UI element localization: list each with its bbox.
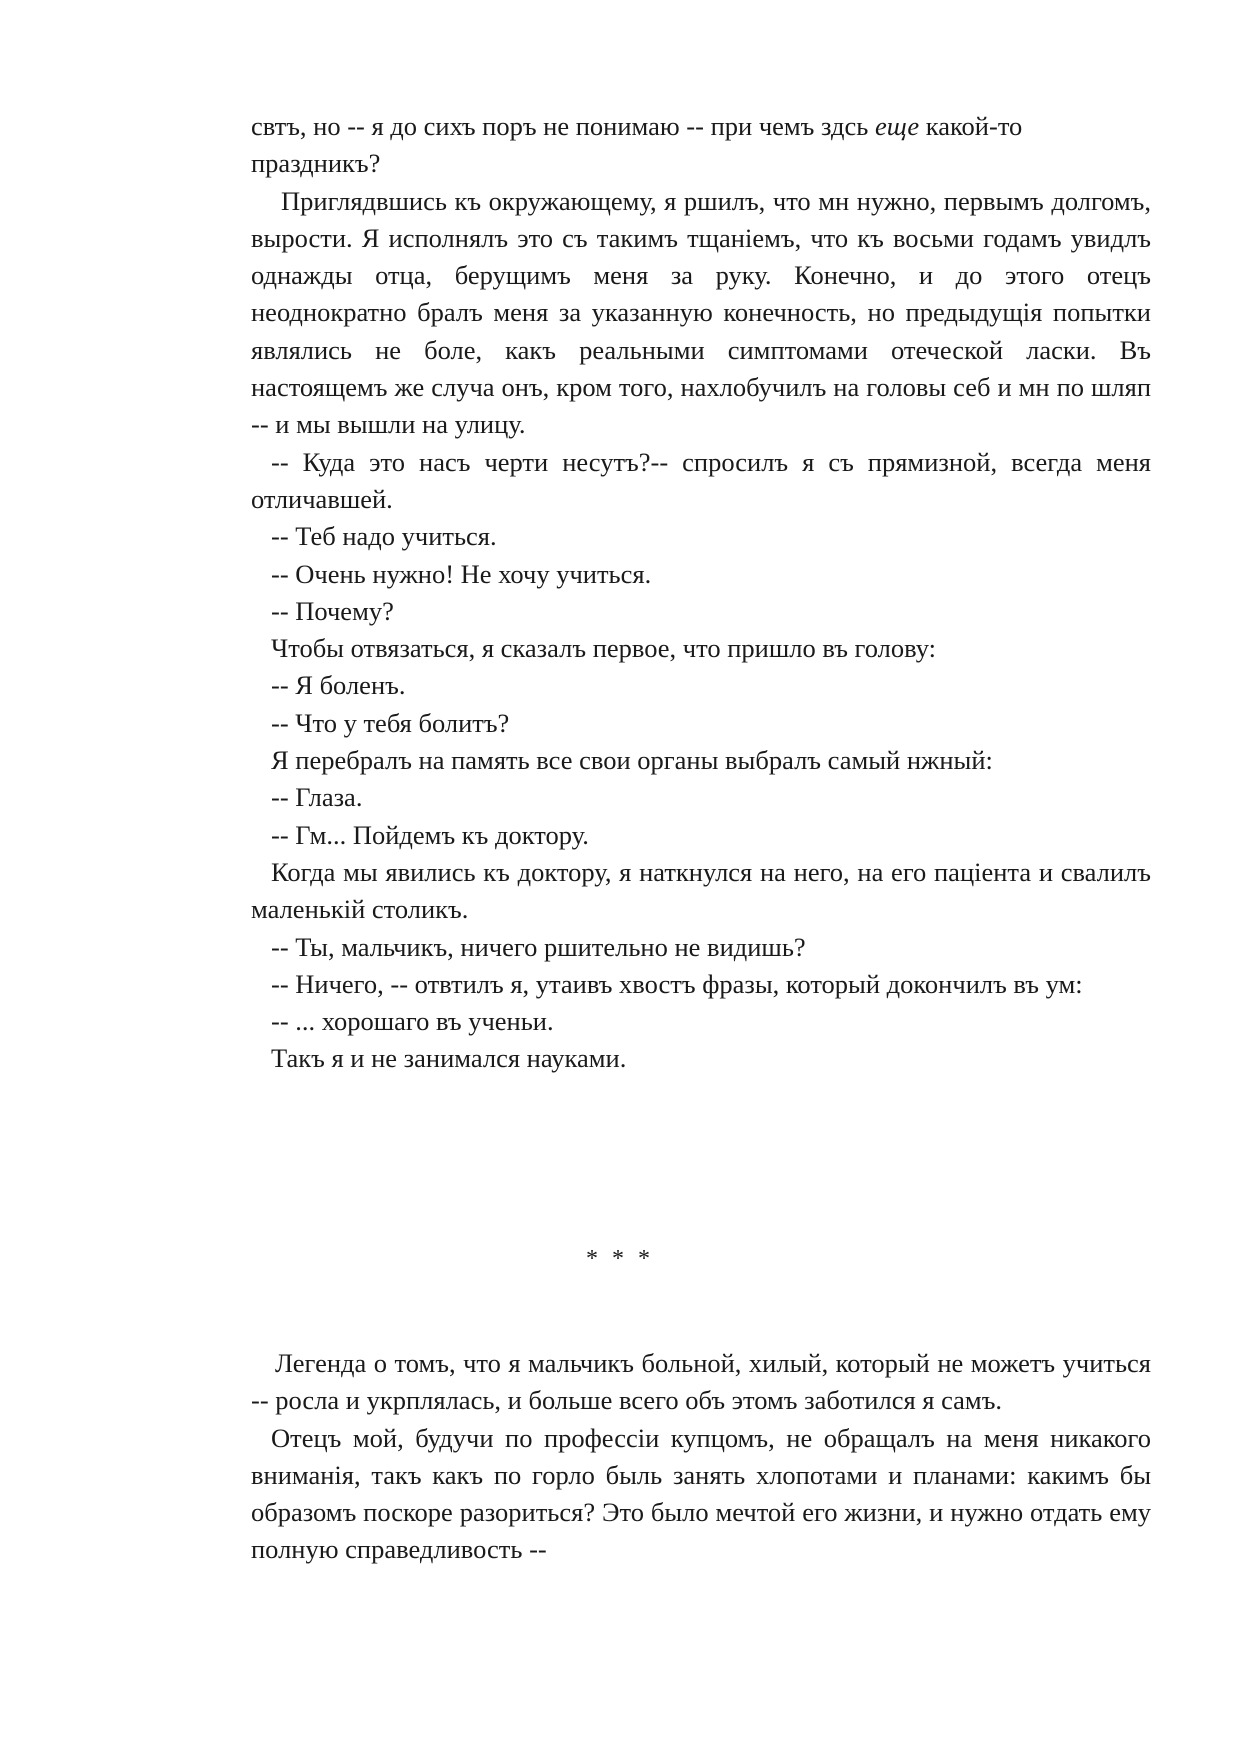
section-2	[251, 1345, 1151, 1569]
continuation-paragraph	[251, 108, 1151, 183]
dialogue-line: -- Гм... Пойдемъ къ доктору.	[271, 819, 589, 850]
dialogue-line: -- Почему?	[271, 595, 394, 626]
section-1	[251, 108, 1151, 1078]
paragraph: Приглядвшись къ окружающему, я ршилъ, что мн нужно, первымъ долгомъ, вырости. Я исполнялъ это съ такимъ тщаніемъ, что къ восьми годамъ увидлъ однажды отца, берущимъ меня за руку. Конечно, и до этого отецъ неоднократно бралъ меня за указанную конечность, но предыдущія попытки являлись не боле, какъ реальными симптомами отеческой ласки. Въ настоящемъ же случа онъ, кром того, нахлобучилъ на головы себ и мн по шляп -- и мы вышли на улицу.	[251, 185, 1151, 440]
emphasis-text: еще	[874, 111, 920, 141]
dialogue-line: -- Очень нужно! Не хочу учиться.	[271, 558, 652, 589]
paragraph: Такъ я и не занимался науками.	[271, 1043, 627, 1074]
section-separator: * * *	[586, 1246, 654, 1272]
dialogue-line: -- Куда это насъ черти несутъ?-- спросилъ я съ прямизной, всегда меня отличавшей.	[251, 446, 1151, 514]
dialogue-line: -- Глаза.	[271, 782, 363, 813]
dialogue-line: -- Теб надо учиться.	[271, 521, 497, 552]
paragraph: Чтобы отвязаться, я сказалъ первое, что пришло въ голову:	[271, 633, 936, 664]
paragraph: Когда мы явились къ доктору, я наткнулся на него, на его паціента и свалилъ маленькій столикъ.	[251, 856, 1151, 925]
dialogue-line: -- Ничего, -- отвтилъ я, утаивъ хвостъ фразы, который докончилъ въ ум:	[271, 968, 1083, 999]
dialogue-line: -- Ты, мальчикъ, ничего ршительно не видишь?	[271, 931, 806, 962]
paragraph: Легенда о томъ, что я мальчикъ больной, хилый, который не можетъ учиться -- росла и укрплялась, и больше всего объ этомъ заботился я самъ.	[251, 1348, 1151, 1416]
continuation-text-end: какой-то праздникъ?	[251, 111, 1023, 179]
paragraph: Отецъ мой, будучи по профессіи купцомъ, не обращалъ на меня никакого вниманія, такъ какъ по горло быль занять хлопотами и планами: какимъ бы образомъ поскоре разориться? Это было мечтой его жизни, и нужно отдать ему полную справедливость --	[251, 1422, 1151, 1565]
dialogue-line: -- ... хорошаго въ ученьи.	[271, 1006, 554, 1037]
dialogue-line: -- Я боленъ.	[271, 670, 406, 701]
paragraph: Я перебралъ на память все свои органы выбралъ самый нжный:	[271, 745, 993, 776]
continuation-text-start: свтъ, но -- я до сихъ поръ не понимаю -- при чемъ здсь	[251, 111, 875, 141]
dialogue-line: -- Что у тебя болитъ?	[271, 707, 510, 738]
